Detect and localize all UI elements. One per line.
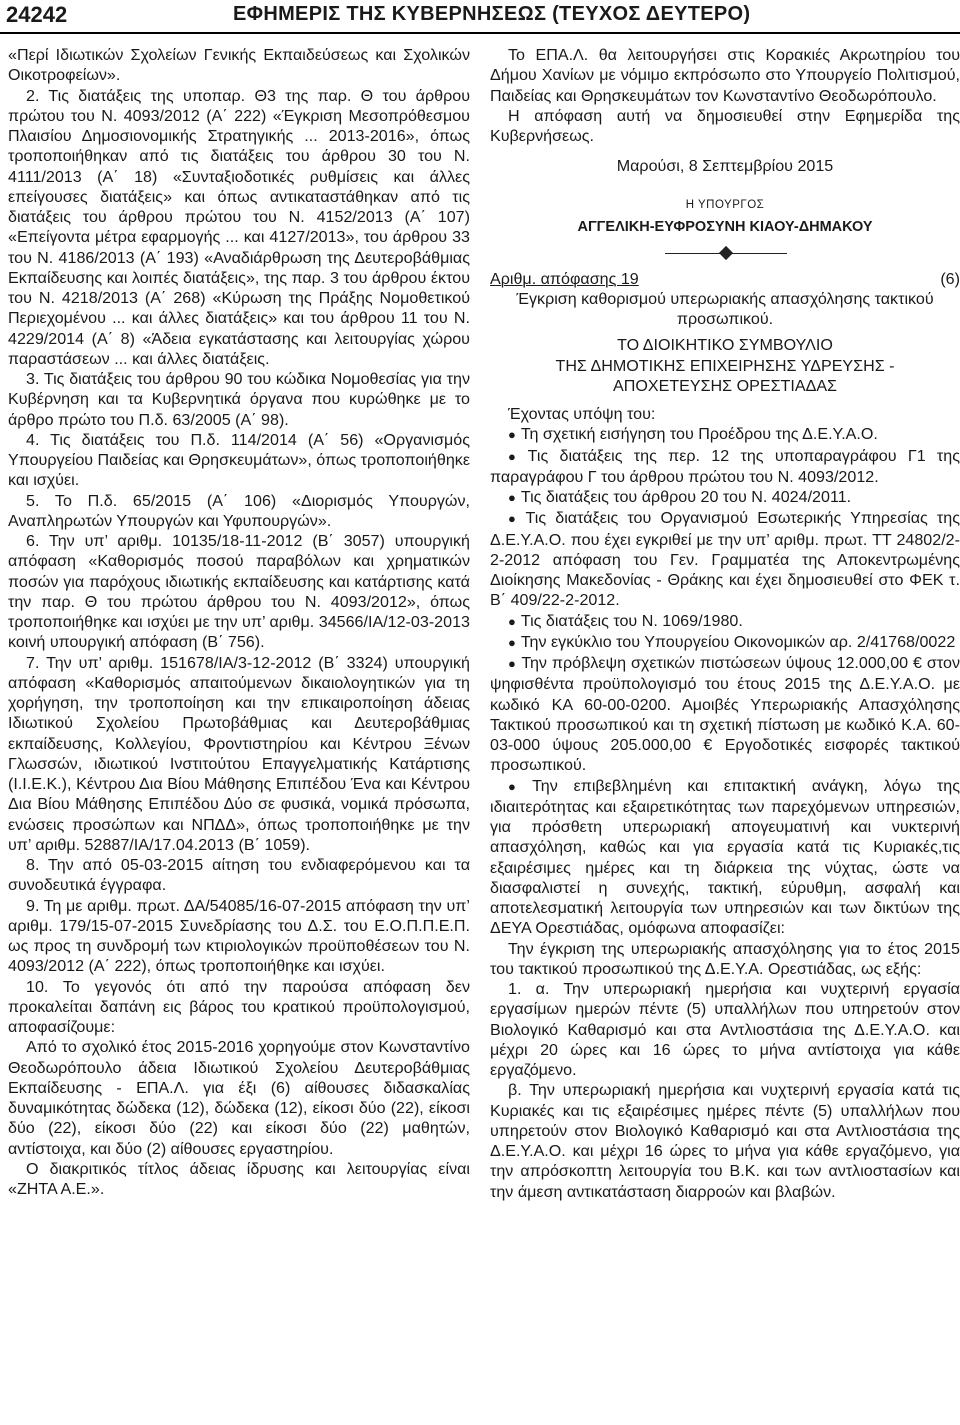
paragraph: 3. Τις διατάξεις του άρθρου 90 του κώδικα Νομοθεσίας για την Κυβέρνηση και τα Κυβερνητικά όργανα που κυρώθηκε με το άρθρο πρώτο του Π.δ. 63/2005 (Α΄ 98). [8,370,470,429]
bullet-item: ● Τις διατάξεις του Οργανισμού Εσωτερικής Υπηρεσίας της Δ.Ε.Υ.Α.Ο. που έχει εγκριθεί με την υπ’ αριθμ. πρωτ. ΤΤ 24802/2-2-2012 απόφαση του Γεν. Γραμματέα της Αποκεντρωμένης Διοίκησης Μακεδονίας - Θράκης και έχει δημοσιευθεί στο ΦΕΚ τ. Β΄ 409/22-2-2012. [490,508,960,610]
having-regard: Έχοντας υπόψη του: [508,405,656,423]
paragraph: 1. α. Την υπερωριακή ημερήσια και νυχτερινή εργασία εργασίμων ημερών πέντε (5) υπαλλήλων που υπηρετούν στον Βιολογικό Καθαρισμό και στα Αντλιοστάσια της Δ.Ε.Υ.Α.Ο. και μέχρι 20 ώρες και 16 ώρες το μήνα αντίστοιχα για κάθε εργαζόμενο. [490,980,960,1079]
paragraph: 8. Την από 05-03-2015 αίτηση του ενδιαφερόμενου και τα συνοδευτικά έγγραφα. [8,856,470,895]
bullet-item: ● Τη σχετική εισήγηση του Προέδρου της Δ.Ε.Υ.Α.Ο. [490,424,960,445]
paragraph: 9. Τη με αριθμ. πρωτ. ΔΑ/54085/16-07-2015 απόφαση την υπ’ αριθμ. 179/15-07-2015 Συνεδρίασης του Δ.Σ. του Ε.Ο.Π.Π.Ε.Π. ως προς τη συνδρομή των κτιριολογικών προϋποθέσεων του Ν. 4093/2012 (Α΄ 222), όπως τροποποιήθηκε και ισχύει. [8,896,470,976]
decision-heading [490,269,960,289]
paragraph: 6. Την υπ’ αριθμ. 10135/18-11-2012 (Β΄ 3057) υπουργική απόφαση «Καθορισμός ποσού παραβόλων και χρηματικών ποσών για παρόχους ιδιωτικής εκπαίδευσης και κατάρτισης κατά την παρ. Θ του πρώτου άρθρου του Ν. 4093/2012», όπως τροποποιήθηκε και ισχύει με την υπ’ αριθμ. 34566/ΙΑ/12-03-2013 κοινή υπουργική απόφαση (Β΄ 756). [8,532,470,652]
paragraph: 2. Τις διατάξεις της υποπαρ. Θ3 της παρ. Θ του άρθρου πρώτου του Ν. 4093/2012 (Α΄ 222) «Έγκριση Μεσοπρόθεσμου Πλαισίου Δημοσιονομικής Στρατηγικής ... 2013-2016», όπως τροποποιήθηκαν από τις διατάξεις του άρθρου 30 του Ν. 4111/2013 (Α΄ 18) «Συνταξιοδοτικές ρυθμίσεις και άλλες επείγουσες διατάξεις» και όπως αντικαταστάθηκαν από τις διατάξεις του άρθρου πρώτου του Ν. 4152/2013 (Α΄ 107) «Επείγοντα μέτρα εφαρμογής ... και 4127/2013», του άρθρου 33 του Ν. 4186/2013 (Α΄ 193) «Αναδιάρθρωση της Δευτεροβάθμιας Εκπαίδευσης και λοιπές διατάξεις», της παρ. 3 του άρθρου έκτου του Ν. 4218/2013 (Α΄ 268) «Κύρωση της Πράξης Νομοθετικού Περιεχομένου ... και άλλες διατάξεις» και του άρθρου 11 του Ν. 4229/2014 (Α΄ 8) «Άδεια εγκατάστασης και λειτουργίας χώρου παραστάσεων ... και άλλες διατάξεις. [8,86,470,368]
place-date: Μαρούσι, 8 Σεπτεμβρίου 2015 [616,157,834,176]
right-column [490,45,960,1202]
paragraph: Η απόφαση αυτή να δημοσιευθεί στην Εφημερίδα της Κυβερνήσεως. [490,106,960,145]
signatory-role: Η ΥΠΟΥΡΓΟΣ [685,198,765,211]
paragraph: Από το σχολικό έτος 2015-2016 χορηγούμε στον Κωνσταντίνο Θεοδωρόπουλο άδεια Ιδιωτικού Σχολείου Δευτεροβάθμιας Εκπαίδευσης - ΕΠΑ.Λ. για έξι (6) αίθουσες διδασκαλίας δυναμικότητας δώδεκα (12), δώδεκα (12), είκοσι δύο (22), είκοσι δύο (22), είκοσι δύο (22) και είκοσι δύο (22) μαθητών, αντίστοιχα, και δύο (2) αίθουσες εργαστηρίου. [8,1038,470,1158]
bullet-item: ● Τις διατάξεις του άρθρου 20 του Ν. 4024/2011. [490,487,960,508]
paragraph: «Περί Ιδιωτικών Σχολείων Γενικής Εκπαιδεύσεως και Σχολικών Οικοτροφείων». [8,46,470,85]
signatory-name: ΑΓΓΕΛΙΚΗ-ΕΥΦΡΟΣΥΝΗ ΚΙΑΟΥ-ΔΗΜΑΚΟΥ [577,218,873,235]
paragraph: Την έγκριση της υπερωριακής απασχόλησης για το έτος 2015 του τακτικού προσωπικού της Δ.Ε.Υ.Α. Ορεστιάδας, ως εξής: [490,939,960,978]
paragraph: Ο διακριτικός τίτλος άδειας ίδρυσης και λειτουργίας είναι «ΖΗΤΑ Α.Ε.». [8,1159,470,1198]
board-line: ΑΠΟΧΕΤΕΥΣΗΣ ΟΡΕΣΤΙΑΔΑΣ [612,376,838,395]
page-number: 24242 [6,2,68,27]
bullet-item: ● Τις διατάξεις του Ν. 1069/1980. [490,611,960,632]
board-line: ΤΗΣ ΔΗΜΟΤΙΚΗΣ ΕΠΙΧΕΙΡΗΣΗΣ ΥΔΡΕΥΣΗΣ - [555,356,895,375]
paragraph: 10. Το γεγονός ότι από την παρούσα απόφαση δεν προκαλείται δαπάνη εις βάρος του κρατικού προϋπολογισμού, αποφασίζουμε: [8,977,470,1036]
issuing-body [490,335,960,396]
bullet-item: ● Την επιβεβλημένη και επιτακτική ανάγκη, λόγω της ιδιαιτερότητας και εξαιρετικότητας των παρεχόμενων υπηρεσιών, για πρόσθετη υπερωριακή απογευματινή και νυκτερινή απασχόληση, καθώς και για εργασία κατά τις Κυριακές,τις εξαιρέσιμες ημέρες και τη διάρκεια της νύχτας, ώστε να διασφαλιστεί η συνεχής, τακτική, εύρυθμη, ασφαλή και αποτελεσματική λειτουργία των υπηρεσιών και των δικτύων της ΔΕΥΑ Ορεστιάδας, ομόφωνα αποφασίζει: [490,776,960,939]
decision-title: Έγκριση καθορισμού υπερωριακής απασχόλησης τακτικού προσωπικού. [516,289,934,328]
bullet-item: ● Την πρόβλεψη σχετικών πιστώσεων ύψους 12.000,00 € στον ψηφισθέντα προϋπολογισμό του έτους 2015 της Δ.Ε.Υ.Α.Ο. με κωδικό ΚΑ 60-00-0200. Αμοιβές Υπερωριακής Απασχόλησης Τακτικού προσωπικού και τη σχετική πίστωση με κωδικό Κ.Α. 60-03-000 ύψους 205.000,00 € Εργοδοτικές εισφορές τακτικού προσωπικού. [490,653,960,776]
bullet-item: ● Τις διατάξεις της περ. 12 της υποπαραγράφου Γ1 της παραγράφου Γ του άρθρου πρώτου του Ν. 4093/2012. [490,446,960,488]
paragraph: 5. Το Π.δ. 65/2015 (Α΄ 106) «Διορισμός Υπουργών, Αναπληρωτών Υπουργών και Υφυπουργών». [8,491,470,530]
decision-ref: (6) [940,269,960,288]
page-header [0,0,960,36]
header-rule [0,32,960,34]
gazette-title: ΕΦΗΜΕΡΙΣ ΤΗΣ ΚΥΒΕΡΝΗΣΕΩΣ (ΤΕΥΧΟΣ ΔΕΥΤΕΡΟ) [233,3,751,25]
bullet-item: ● Την εγκύκλιο του Υπουργείου Οικονομικών αρ. 2/41768/0022 [490,632,960,653]
section-separator [490,243,960,265]
decision-number: Αριθμ. απόφασης 19 [490,269,639,288]
paragraph: Το ΕΠΑ.Λ. θα λειτουργήσει στις Κορακιές Ακρωτηρίου του Δήμου Χανίων με νόμιμο εκπρόσωπο στο Υπουργείο Πολιτισμού, Παιδείας και Θρησκευμάτων τον Κωνσταντίνο Θεοδωρόπουλο. [490,46,960,105]
diamond-icon [719,245,733,259]
paragraph: β. Την υπερωριακή ημερήσια και νυχτερινή εργασία κατά τις Κυριακές και τις εξαιρέσιμες ημέρες πέντε (5) υπαλλήλων που υπηρετούν στον Βιολογικό Καθαρισμό και στα Αντλιοστάσια της Δ.Ε.Υ.Α.Ο. και μέχρι 16 ώρες το μήνα για κάθε εργαζόμενο, για την απρόσκοπτη λειτουργία του Β.Κ. και των αντλιοστασίων και την άμεση αντικατάσταση διαρροών και βλαβών. [490,1081,960,1201]
board-line: ΤΟ ΔΙΟΙΚΗΤΙΚΟ ΣΥΜΒΟΥΛΙΟ [617,336,833,355]
paragraph: 4. Τις διατάξεις του Π.δ. 114/2014 (Α΄ 56) «Οργανισμός Υπουργείου Παιδείας και Θρησκευμάτων», όπως τροποποιήθηκε και ισχύει. [8,430,470,490]
paragraph: 7. Την υπ’ αριθμ. 151678/ΙΑ/3-12-2012 (Β΄ 3324) υπουργική απόφαση «Καθορισμός απαιτούμενων δικαιολογητικών για τη χορήγηση, την τροποποίηση και την επικαιροποίηση άδειας Ιδιωτικού Σχολείου Πρωτοβάθμιας και Δευτεροβάθμιας εκπαίδευσης, Κολλεγίου, Φροντιστηρίου και Κέντρου Ξένων Γλωσσών, ιδιωτικού Ινστιτούτου Επαγγελματικής Κατάρτισης (Ι.Ι.Ε.Κ.), Κέντρου Δια Βίου Μάθησης Επιπέδου Ένα και Κέντρου Δια Βίου Μάθησης Επιπέδου Δύο σε φυσικά, νομικά πρόσωπα, ενώσεις προσώπων και ΝΠΔΔ», όπως τροποποιήθηκε με την υπ’ αριθμ. 52887/ΙΑ/17.04.2013 (Β΄ 1059). [8,653,470,854]
left-column [8,45,470,1199]
